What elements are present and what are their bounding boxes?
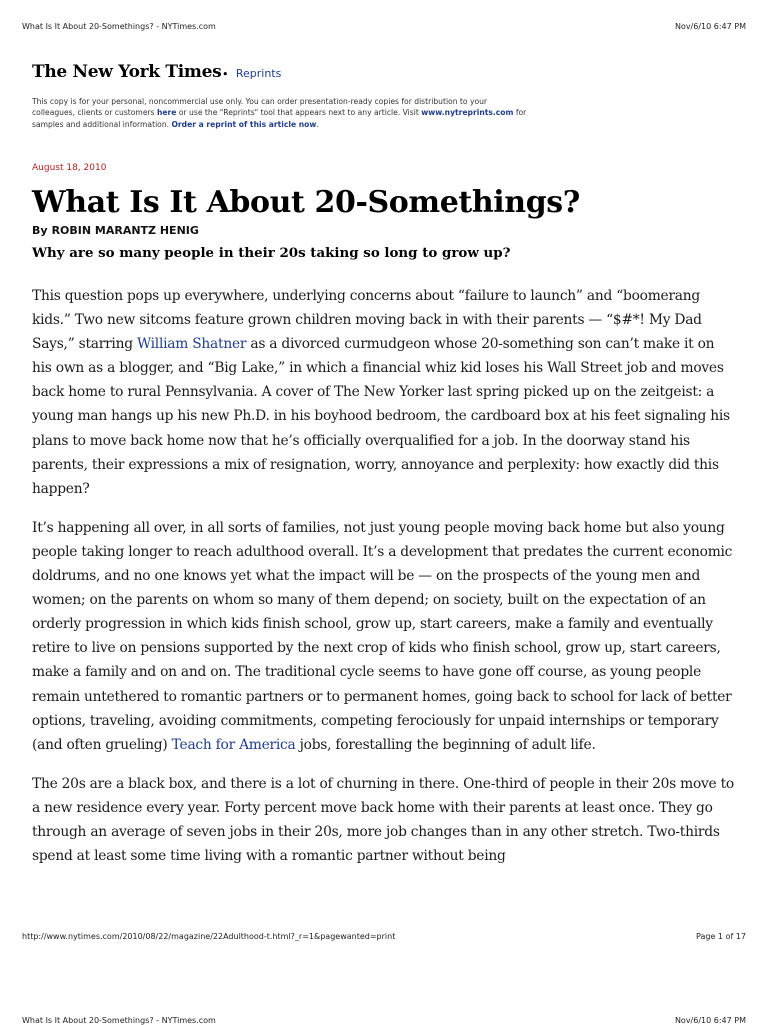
p2-text-a: It’s happening all over, in all sorts of families, not just young people moving back home but also young people taking longer to reach adulthood overall. It’s a development that predates the current economic doldrums, and no one knows yet what the impact will be — on the prospects of the young men and women; on the parents on whom so many of them depend; on society, built on the expectation of an orderly progression in which kids finish school, grow up, start careers, make a family and eventually retire to live on pensions supported by the next crop of kids who finish school, grow up, start careers, make a family and on and on. The traditional cycle seems to have gone off course, as young people remain untethered to romantic partners or to permanent homes, going back to school for lack of better options, traveling, avoiding commitments, competing ferociously for unpaid internships or temporary (and often grueling) [32, 519, 733, 753]
author-name: ROBIN MARANTZ HENIG [51, 224, 199, 237]
paragraph-3: The 20s are a black box, and there is a lot of churning in there. One-third of people in their 20s move to a new residence every year. Forty percent move back home with their parents at least once. They go through an average of seven jobs in their 20s, more job changes than in any other stretch. Two-thirds spend at least some time living with a romantic partner without being [32, 775, 734, 865]
p2-text-b: jobs, forestalling the beginning of adult life. [295, 736, 596, 753]
nytreprints-link[interactable]: www.nytreprints.com [421, 108, 514, 118]
print-header-title: What Is It About 20-Somethings? - NYTimes.com [22, 22, 216, 31]
article-headline: What Is It About 20-Somethings? [32, 185, 580, 220]
p1-text-a: This question pops up everywhere, underlying concerns about “failure to launch” and “boomerang kids.” Two new sitcoms feature grown children moving back in with their parents — “$#*! My Dad Says,” starring [32, 288, 702, 353]
notice-text-4: . [316, 119, 319, 129]
reprint-notice [32, 96, 532, 130]
article-body [32, 284, 738, 883]
william-shatner-link[interactable]: William Shatner [136, 336, 247, 353]
nyt-logo-text: The New York Times [32, 62, 222, 82]
paragraph-2 [32, 516, 738, 757]
next-page-title: What Is It About 20-Somethings? - NYTimes.com [22, 1016, 216, 1025]
teach-for-america-link[interactable]: Teach for America [171, 736, 296, 753]
here-link[interactable]: here [157, 108, 177, 118]
page-number: Page 1 of 17 [696, 932, 746, 941]
order-reprint-link[interactable]: Order a reprint of this article now [171, 119, 317, 129]
next-page-timestamp: Nov/6/10 6:47 PM [674, 1016, 746, 1025]
notice-text-3: for samples and additional information. [32, 108, 527, 129]
print-footer [22, 932, 746, 941]
byline [32, 224, 199, 237]
paragraph-1 [32, 284, 738, 501]
print-footer-url: http://www.nytimes.com/2010/08/22/magazine/22Adulthood-t.html?_r=1&pagewanted=print [22, 932, 396, 941]
reprints-link[interactable]: Reprints [235, 67, 282, 80]
masthead [32, 62, 281, 82]
nyt-logo[interactable] [32, 62, 228, 82]
notice-text-2: or use the "Reprints" tool that appears next to any article. Visit [176, 108, 422, 118]
byline-prefix: By [32, 224, 48, 237]
p1-text-b: as a divorced curmudgeon whose 20-something son can’t make it on his own as a blogger, and “Big Lake,” in which a financial whiz kid loses his Wall Street job and moves back home to rural Pennsylvania. A cover of The New Yorker last spring picked up on the zeitgeist: a young man hangs up his new Ph.D. in his boyhood bedroom, the cardboard box at his feet signaling his plans to move back home now that he’s officially overqualified for a job. In the doorway stand his parents, their expressions a mix of resignation, worry, annoyance and perplexity: how exactly did this happen? [32, 336, 730, 497]
article-date: August 18, 2010 [32, 163, 107, 173]
logo-dot: • [222, 70, 228, 80]
notice-text-1: This copy is for your personal, noncommercial use only. You can order presentation-ready copies for distribution to your colleagues, clients or customers [32, 97, 488, 118]
article-deck: Why are so many people in their 20s taking so long to grow up? [32, 245, 511, 261]
print-header [22, 22, 746, 31]
print-header-timestamp: Nov/6/10 6:47 PM [674, 22, 746, 31]
